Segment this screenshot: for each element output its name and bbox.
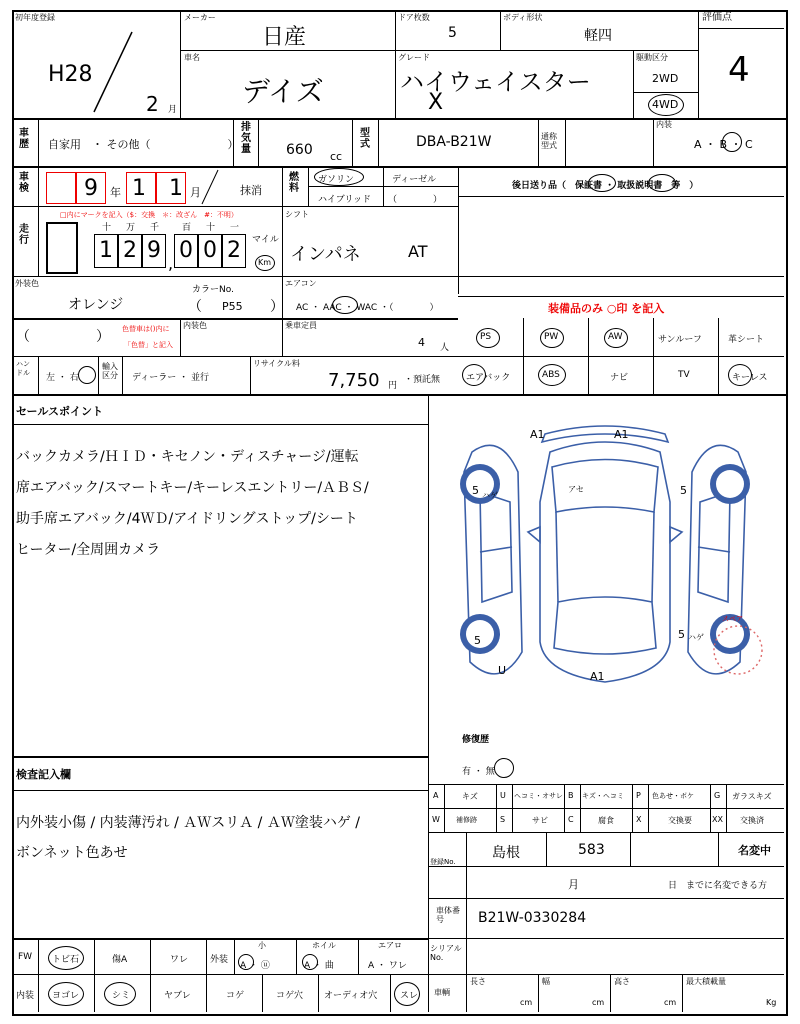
load-label: 最大積載量 xyxy=(686,977,726,986)
interior-b-circle xyxy=(722,132,742,152)
docs-value: 後日送り品（ 保証書 ・ 取扱説明書 等 ） xyxy=(512,181,699,191)
ac-aac-circle xyxy=(332,296,358,314)
repair-label: 修復歴 xyxy=(462,735,490,745)
first-reg-era: H28 xyxy=(48,62,93,87)
int-shimi: シミ xyxy=(112,991,131,1001)
shift-type: AT xyxy=(408,242,428,261)
car-diagram xyxy=(440,412,770,702)
legend-p-key: P xyxy=(636,791,641,800)
equip-ps-circle xyxy=(476,328,500,348)
equip-leather: 革シート xyxy=(728,335,765,345)
recycle-value: 7,750 xyxy=(328,370,380,391)
legend-b-desc: キズ・ヘコミ xyxy=(582,792,624,800)
sales-title: セールスポイント xyxy=(16,405,104,418)
int-yabure: ヤブレ xyxy=(164,991,191,1001)
chassis-label: 車体番号 xyxy=(436,906,460,924)
unit-jyu: 十 xyxy=(206,223,216,233)
inspection-year: 9 xyxy=(84,176,98,201)
first-reg-month-unit: 月 xyxy=(168,105,178,115)
legend-u-key: U xyxy=(500,791,506,800)
inspection-year-box1 xyxy=(46,172,76,204)
equip-navi: ナビ xyxy=(610,373,629,383)
displacement-label: 排気量 xyxy=(241,122,251,155)
ext-color-label: 外装色 xyxy=(15,279,39,288)
doors-label: ドア枚数 xyxy=(398,13,430,22)
score-label: 評価点 xyxy=(702,12,732,23)
model-label: 型式 xyxy=(360,128,370,150)
int-color-open: （ xyxy=(16,329,30,345)
dmg-5-wheel-fl: 5 xyxy=(474,634,481,647)
legend-x-key: X xyxy=(636,815,642,824)
ac-value: AC ・ AAC ・ WAC ・（ ） xyxy=(296,303,439,313)
recycle-deposit: ・預託無 xyxy=(404,375,441,385)
fuel-label: 燃料 xyxy=(289,172,299,194)
equip-airbag: エアバック xyxy=(466,373,511,383)
grade-value: ハイウェイスター xyxy=(400,68,591,96)
name-value: デイズ xyxy=(242,75,324,108)
int-label: 内装 xyxy=(16,991,35,1001)
model-value: DBA-B21W xyxy=(416,134,492,150)
legend-b-key: B xyxy=(568,791,574,800)
unit-sen: 千 xyxy=(150,223,160,233)
dmg-5-wheel-fr: 5 xyxy=(678,628,685,641)
legend-p-desc: 色あせ・ボケ xyxy=(652,792,694,800)
equip-aw: AW xyxy=(608,332,623,342)
wheel-a-circle xyxy=(302,954,318,970)
inspection-month-unit: 月 xyxy=(190,186,201,199)
common-model-label: 通称型式 xyxy=(541,132,557,150)
dmg-hage-wheel-fr: ハゲ xyxy=(688,633,704,642)
handle-label: ハンドル xyxy=(16,360,30,377)
reg-no-label: 登録No. xyxy=(430,858,456,866)
sales-line-4: ヒーター/全周囲カメラ xyxy=(16,542,161,558)
int-sure: スレ xyxy=(400,991,419,1001)
color-no-label: カラーNo. xyxy=(192,285,234,295)
equip-keyless-circle xyxy=(728,364,752,386)
sales-lines xyxy=(16,442,426,566)
equip-abs-circle xyxy=(538,364,566,386)
aero-label: エアロ xyxy=(378,941,402,950)
fuel-diesel: ディーゼル xyxy=(392,175,437,185)
import-label: 輸入区分 xyxy=(102,362,118,380)
mileage-digit-4: 0 xyxy=(174,234,198,268)
history-label: 車歴 xyxy=(19,128,29,150)
legend-xx-key: XX xyxy=(712,815,723,824)
int-kogeana: コゲ穴 xyxy=(276,991,304,1001)
legend-s-desc: サビ xyxy=(532,816,548,825)
legend-xx-desc: 交換済 xyxy=(740,816,764,825)
drive-2wd: 2WD xyxy=(652,72,679,85)
height-label: 高さ xyxy=(614,977,630,986)
legend-g-key: G xyxy=(714,791,721,800)
inspection-label: 車検 xyxy=(19,172,29,194)
recycle-label: リサイクル料 xyxy=(253,359,300,368)
mileage-mark-box xyxy=(46,222,78,274)
drive-4wd-circle xyxy=(648,94,684,116)
legend-c-key: C xyxy=(568,815,574,824)
fw-label: FW xyxy=(18,952,33,962)
int-sure-circle xyxy=(394,982,420,1006)
ext-color-value: オレンジ xyxy=(68,297,124,313)
fw-tobiishi-circle xyxy=(48,946,84,970)
dmg-5-wheel-rr: 5 xyxy=(680,484,687,497)
equip-ps: PS xyxy=(480,332,492,342)
docs-warranty-circle xyxy=(588,174,616,192)
legend-w-desc: 補修跡 xyxy=(456,816,477,824)
km-unit: Km xyxy=(258,258,272,267)
check-line-2: ボンネット色あせ xyxy=(16,845,128,861)
dmg-u-front-left: U xyxy=(498,664,507,677)
wheel-label: ホイル xyxy=(312,941,336,950)
load-kg: Kg xyxy=(766,998,777,1007)
reg-region: 島根 xyxy=(492,845,520,861)
dims-label: 車輌 xyxy=(434,988,450,997)
equip-sunroof: サンルーフ xyxy=(658,335,702,345)
body-label: ボディ形状 xyxy=(503,13,543,22)
int-yogore-circle xyxy=(48,982,84,1006)
color-no-close: ） xyxy=(270,299,284,315)
small-a-circle xyxy=(238,954,254,970)
capacity-unit: 人 xyxy=(440,343,450,353)
fw-ware: ワレ xyxy=(170,955,189,965)
sales-line-3: 助手席エアバック/4ＷＤ/アイドリングストップ/シート xyxy=(16,511,358,527)
first-reg-slash xyxy=(90,30,140,116)
check-title: 検査記入欄 xyxy=(16,768,71,781)
check-line-1: 内外装小傷 / 内装薄汚れ / ＡＷスリＡ / ＡＷ塗装ハゲ / xyxy=(16,815,361,831)
small-label: 小 xyxy=(258,941,266,950)
mileage-digits xyxy=(76,220,256,272)
inspection-year-unit: 年 xyxy=(110,186,121,199)
int-yogore: ヨゴレ xyxy=(52,991,80,1001)
width-label: 幅 xyxy=(542,977,550,986)
dmg-a1-front: A1 xyxy=(590,670,605,683)
dmg-ase-roof: アセ xyxy=(568,485,584,494)
mile-unit: マイル xyxy=(252,235,279,245)
legend-c-desc: 腐食 xyxy=(598,816,614,825)
fuel-gas-circle xyxy=(314,168,364,186)
unit-ichi: 一 xyxy=(230,223,240,233)
maker-label: メーカー xyxy=(184,13,216,22)
ac-label: エアコン xyxy=(285,279,317,288)
equip-aw-circle xyxy=(604,328,628,348)
legend-u-desc: ヘコミ・オサレ xyxy=(514,792,563,800)
interior-label: 内装 xyxy=(656,120,672,129)
name-label: 車名 xyxy=(184,53,200,62)
drive-4wd: 4WD xyxy=(652,98,679,111)
spare-label: スペア xyxy=(722,615,743,623)
wheel-value: A ・ 曲 xyxy=(304,961,334,971)
dmg-hage-wheel-rl: ハゲ xyxy=(482,491,498,500)
color-change-note2: 「色替」と記入 xyxy=(124,341,173,349)
grade-label: グレード xyxy=(398,53,430,62)
length-label: 長さ xyxy=(470,977,486,986)
legend-w-key: W xyxy=(432,815,440,824)
equipment-title: 装備品のみ ○印 を記入 xyxy=(548,302,665,315)
body-value: 軽四 xyxy=(584,28,612,44)
dmg-a1-rear-left: A1 xyxy=(530,428,545,441)
legend-a-desc: キズ xyxy=(462,792,478,801)
small-value: A ・ ⓤ xyxy=(240,961,270,971)
fw-kizu: 傷A xyxy=(112,955,128,965)
reg-deadline: 日 までに名変できる方 xyxy=(668,881,768,891)
serial-label: シリアルNo. xyxy=(430,944,462,962)
legend-g-desc: ガラスキズ xyxy=(732,792,772,801)
interior-value: A ・ B ・ C xyxy=(694,138,753,151)
capacity-label: 乗車定員 xyxy=(285,321,317,330)
inspection-slash xyxy=(200,168,220,206)
ext-label: 外装 xyxy=(210,955,229,965)
fuel-gas: ガソリン xyxy=(318,175,355,185)
color-no-open: （ xyxy=(188,299,202,315)
mileage-digit-3: 9 xyxy=(142,234,166,268)
maker-value: 日産 xyxy=(262,25,307,50)
repair-none-circle xyxy=(494,758,514,778)
cc-unit: cc xyxy=(330,150,343,163)
first-reg-month: 2 xyxy=(146,92,159,116)
reg-name-change: 名変中 xyxy=(738,844,771,857)
height-cm: cm xyxy=(664,998,677,1007)
dmg-a1-rear-right: A1 xyxy=(614,428,629,441)
unit-man: 万 xyxy=(126,223,136,233)
sales-line-1: バックカメラ/ＨＩＤ・キセノン・ディスチャージ/運転 xyxy=(16,449,359,465)
drive-label: 駆動区分 xyxy=(636,53,668,62)
reg-month: 月 xyxy=(568,878,579,891)
handle-right-circle xyxy=(78,366,96,384)
int-color-close: ） xyxy=(96,329,110,345)
legend-grid xyxy=(428,784,784,832)
reg-number: 583 xyxy=(578,842,605,858)
equip-pw: PW xyxy=(544,332,559,342)
legend-x-desc: 交換要 xyxy=(668,816,692,825)
capacity-value: 4 xyxy=(418,336,425,349)
fuel-hybrid: ハイブリッド xyxy=(318,195,372,205)
dmg-5-wheel-rl: 5 xyxy=(472,484,479,497)
mileage-comma: , xyxy=(168,254,174,273)
legend-s-key: S xyxy=(500,815,506,824)
color-change-note1: 色替車は()内に xyxy=(122,325,170,333)
grade-sub: X xyxy=(428,90,444,115)
doors-value: 5 xyxy=(448,25,457,41)
shift-label: シフト xyxy=(285,210,309,219)
displacement-value: 660 xyxy=(286,142,313,158)
first-reg-label: 初年度登録 xyxy=(15,13,55,22)
unit-hyaku: 百 xyxy=(182,223,192,233)
legend-a-key: A xyxy=(433,791,439,800)
handle-value: 左 ・ 右 xyxy=(46,373,79,383)
int-color-label: 内装色 xyxy=(183,321,207,330)
docs-manual-circle xyxy=(648,174,676,192)
recycle-unit: 円 xyxy=(388,381,398,391)
equip-pw-circle xyxy=(540,328,564,348)
int-audio-ana: オーディオ穴 xyxy=(324,991,378,1001)
mileage-digit-5: 0 xyxy=(198,234,222,268)
inspection-canceled: 抹消 xyxy=(240,184,262,197)
check-lines xyxy=(16,808,426,868)
mileage-digit-6: 2 xyxy=(222,234,246,268)
shift-value: インパネ xyxy=(290,244,361,265)
int-koge: コゲ xyxy=(226,991,245,1001)
import-value: ディーラー ・ 並行 xyxy=(132,373,210,383)
mileage-digit-1: 1 xyxy=(94,234,118,268)
width-cm: cm xyxy=(592,998,605,1007)
fw-tobiishi: トビ石 xyxy=(52,955,80,965)
equip-airbag-circle xyxy=(462,364,486,386)
equip-keyless: キーレス xyxy=(732,373,768,383)
equip-tv: TV xyxy=(678,370,690,380)
equip-abs: ABS xyxy=(542,370,560,380)
km-circle xyxy=(255,255,275,271)
length-cm: cm xyxy=(520,998,533,1007)
aero-value: A ・ ワレ xyxy=(368,961,407,971)
history-value: 自家用 ・ その他（ ） xyxy=(48,138,239,151)
color-no-value: P55 xyxy=(222,300,243,313)
fuel-other: （ ） xyxy=(388,195,443,205)
int-shimi-circle xyxy=(104,982,136,1006)
score-value: 4 xyxy=(728,50,750,90)
mileage-digit-2: 2 xyxy=(118,234,142,268)
mileage-note: □内にマークを記入（$：交換 ＊：改ざん #：不明） xyxy=(60,211,238,219)
chassis-value: B21W-0330284 xyxy=(478,910,587,926)
sales-line-2: 席エアバック/スマートキー/キーレスエントリー/ＡＢＳ/ xyxy=(16,480,369,496)
mileage-label: 走行 xyxy=(19,224,29,246)
inspection-month: 1 1 xyxy=(132,176,191,201)
repair-value: 有 ・ 無 xyxy=(462,767,495,777)
unit-jyuman: 十 xyxy=(102,223,112,233)
